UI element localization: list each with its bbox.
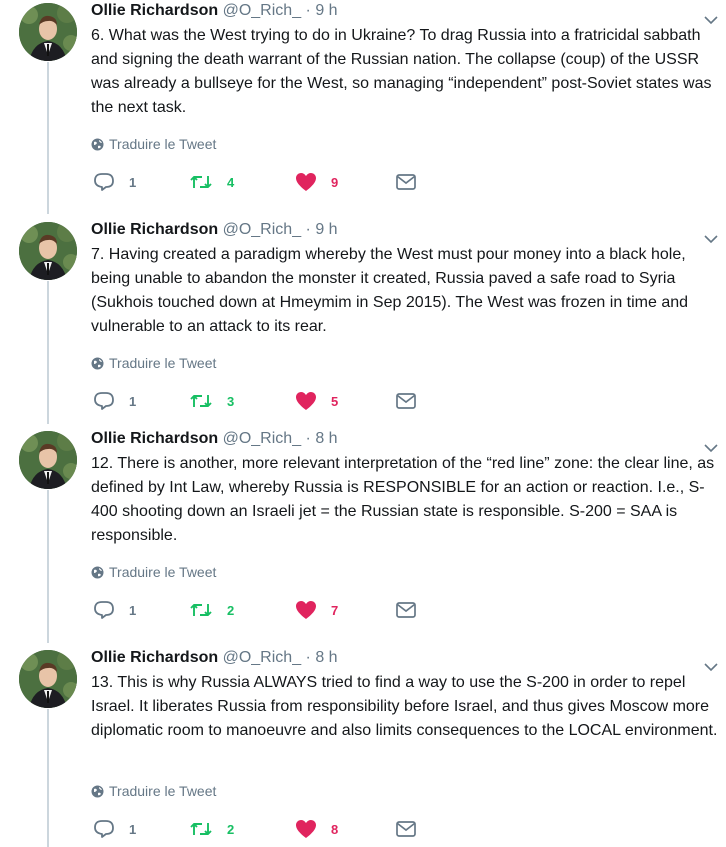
like-count: 7 [331, 602, 339, 618]
avatar[interactable] [19, 650, 77, 708]
tweet-header [91, 647, 338, 669]
heart-icon [295, 391, 317, 411]
reply-count: 1 [129, 821, 137, 837]
reply-count: 1 [129, 393, 137, 409]
like-button[interactable] [295, 171, 338, 193]
reply-icon [93, 172, 115, 192]
separator-dot: · [305, 649, 311, 666]
separator-dot: · [305, 2, 311, 19]
tweet[interactable] [0, 651, 726, 847]
heart-icon [295, 819, 317, 839]
translate-label: Traduire le Tweet [109, 783, 217, 799]
globe-icon [91, 783, 109, 799]
tweet-header [91, 0, 338, 22]
author-handle[interactable]: @O_Rich_ [222, 221, 302, 238]
tweet-text: 13. This is why Russia ALWAYS tried to find a way to use the S-200 in order to repel Israel. It liberates Russia from responsibility before Israel, and thus gives Moscow more diplomatic room to manoeuvre and also limits consequences to the LOCAL environment. [91, 674, 718, 739]
dm-button[interactable] [395, 818, 417, 840]
retweet-icon [189, 819, 213, 839]
dm-button[interactable] [395, 171, 417, 193]
author-name[interactable]: Ollie Richardson [91, 649, 219, 666]
envelope-icon [395, 173, 417, 191]
reply-button[interactable] [93, 818, 136, 840]
reply-icon [93, 391, 115, 411]
tweet[interactable] [0, 223, 726, 423]
heart-icon [295, 172, 317, 192]
tweet-header [91, 428, 338, 450]
like-button[interactable] [295, 599, 338, 621]
avatar[interactable] [19, 222, 77, 280]
heart-icon [295, 600, 317, 620]
translate-link[interactable] [91, 354, 216, 372]
retweet-icon [189, 391, 213, 411]
like-button[interactable] [295, 390, 338, 412]
like-count: 8 [331, 821, 339, 837]
reply-icon [93, 819, 115, 839]
reply-icon [93, 600, 115, 620]
separator-dot: · [305, 221, 311, 238]
reply-button[interactable] [93, 599, 136, 621]
envelope-icon [395, 392, 417, 410]
dm-button[interactable] [395, 599, 417, 621]
dm-button[interactable] [395, 390, 417, 412]
like-button[interactable] [295, 818, 338, 840]
tweet-header [91, 219, 338, 241]
like-count: 9 [331, 174, 339, 190]
tweet-time[interactable]: 8 h [315, 649, 338, 666]
author-handle[interactable]: @O_Rich_ [222, 649, 302, 666]
translate-link[interactable] [91, 563, 216, 581]
tweet[interactable] [0, 432, 726, 632]
retweet-button[interactable] [189, 171, 234, 193]
envelope-icon [395, 601, 417, 619]
reply-count: 1 [129, 174, 137, 190]
reply-button[interactable] [93, 390, 136, 412]
retweet-count: 3 [227, 393, 235, 409]
author-name[interactable]: Ollie Richardson [91, 221, 219, 238]
retweet-count: 4 [227, 174, 235, 190]
globe-icon [91, 564, 109, 580]
chevron-down-icon[interactable] [704, 12, 718, 22]
retweet-button[interactable] [189, 390, 234, 412]
like-count: 5 [331, 393, 339, 409]
translate-label: Traduire le Tweet [109, 355, 217, 371]
translate-link[interactable] [91, 135, 216, 153]
retweet-button[interactable] [189, 818, 234, 840]
tweet-time[interactable]: 8 h [315, 430, 338, 447]
globe-icon [91, 136, 109, 152]
retweet-count: 2 [227, 821, 235, 837]
author-name[interactable]: Ollie Richardson [91, 2, 219, 19]
author-handle[interactable]: @O_Rich_ [222, 2, 302, 19]
author-name[interactable]: Ollie Richardson [91, 430, 219, 447]
translate-label: Traduire le Tweet [109, 564, 217, 580]
chevron-down-icon[interactable] [704, 231, 718, 241]
translate-link[interactable] [91, 782, 216, 800]
globe-icon [91, 355, 109, 371]
reply-button[interactable] [93, 171, 136, 193]
tweet-time[interactable]: 9 h [315, 2, 338, 19]
tweet-time[interactable]: 9 h [315, 221, 338, 238]
author-handle[interactable]: @O_Rich_ [222, 430, 302, 447]
avatar[interactable] [19, 431, 77, 489]
reply-count: 1 [129, 602, 137, 618]
tweet-text: 12. There is another, more relevant interpretation of the “red line” zone: the clear line, as defined by Int Law, whereby Russia is RESPONSIBLE for an action or reaction. I.e., S-400 shooting down an Israeli jet = the Russian state is responsible. S-200 = SAA is responsible. [91, 455, 715, 544]
tweet-text: 7. Having created a paradigm whereby the West must pour money into a black hole, being unable to abandon the monster it created, Russia paved a safe road to Syria (Sukhois touched down at Hmeymim in Sep 2015). The West was frozen in time and vulnerable to an attack to its rear. [91, 246, 689, 335]
retweet-button[interactable] [189, 599, 234, 621]
chevron-down-icon[interactable] [704, 440, 718, 450]
envelope-icon [395, 820, 417, 838]
retweet-count: 2 [227, 602, 235, 618]
chevron-down-icon[interactable] [704, 659, 718, 669]
translate-label: Traduire le Tweet [109, 136, 217, 152]
retweet-icon [189, 600, 213, 620]
avatar[interactable] [19, 3, 77, 61]
separator-dot: · [305, 430, 311, 447]
tweet[interactable] [0, 4, 726, 204]
retweet-icon [189, 172, 213, 192]
tweet-text: 6. What was the West trying to do in Ukraine? To drag Russia into a fratricidal sabbath and signing the death warrant of the Russian nation. The collapse (coup) of the USSR was already a bullseye for the West, so managing “independent” post-Soviet states was the next task. [91, 27, 712, 116]
